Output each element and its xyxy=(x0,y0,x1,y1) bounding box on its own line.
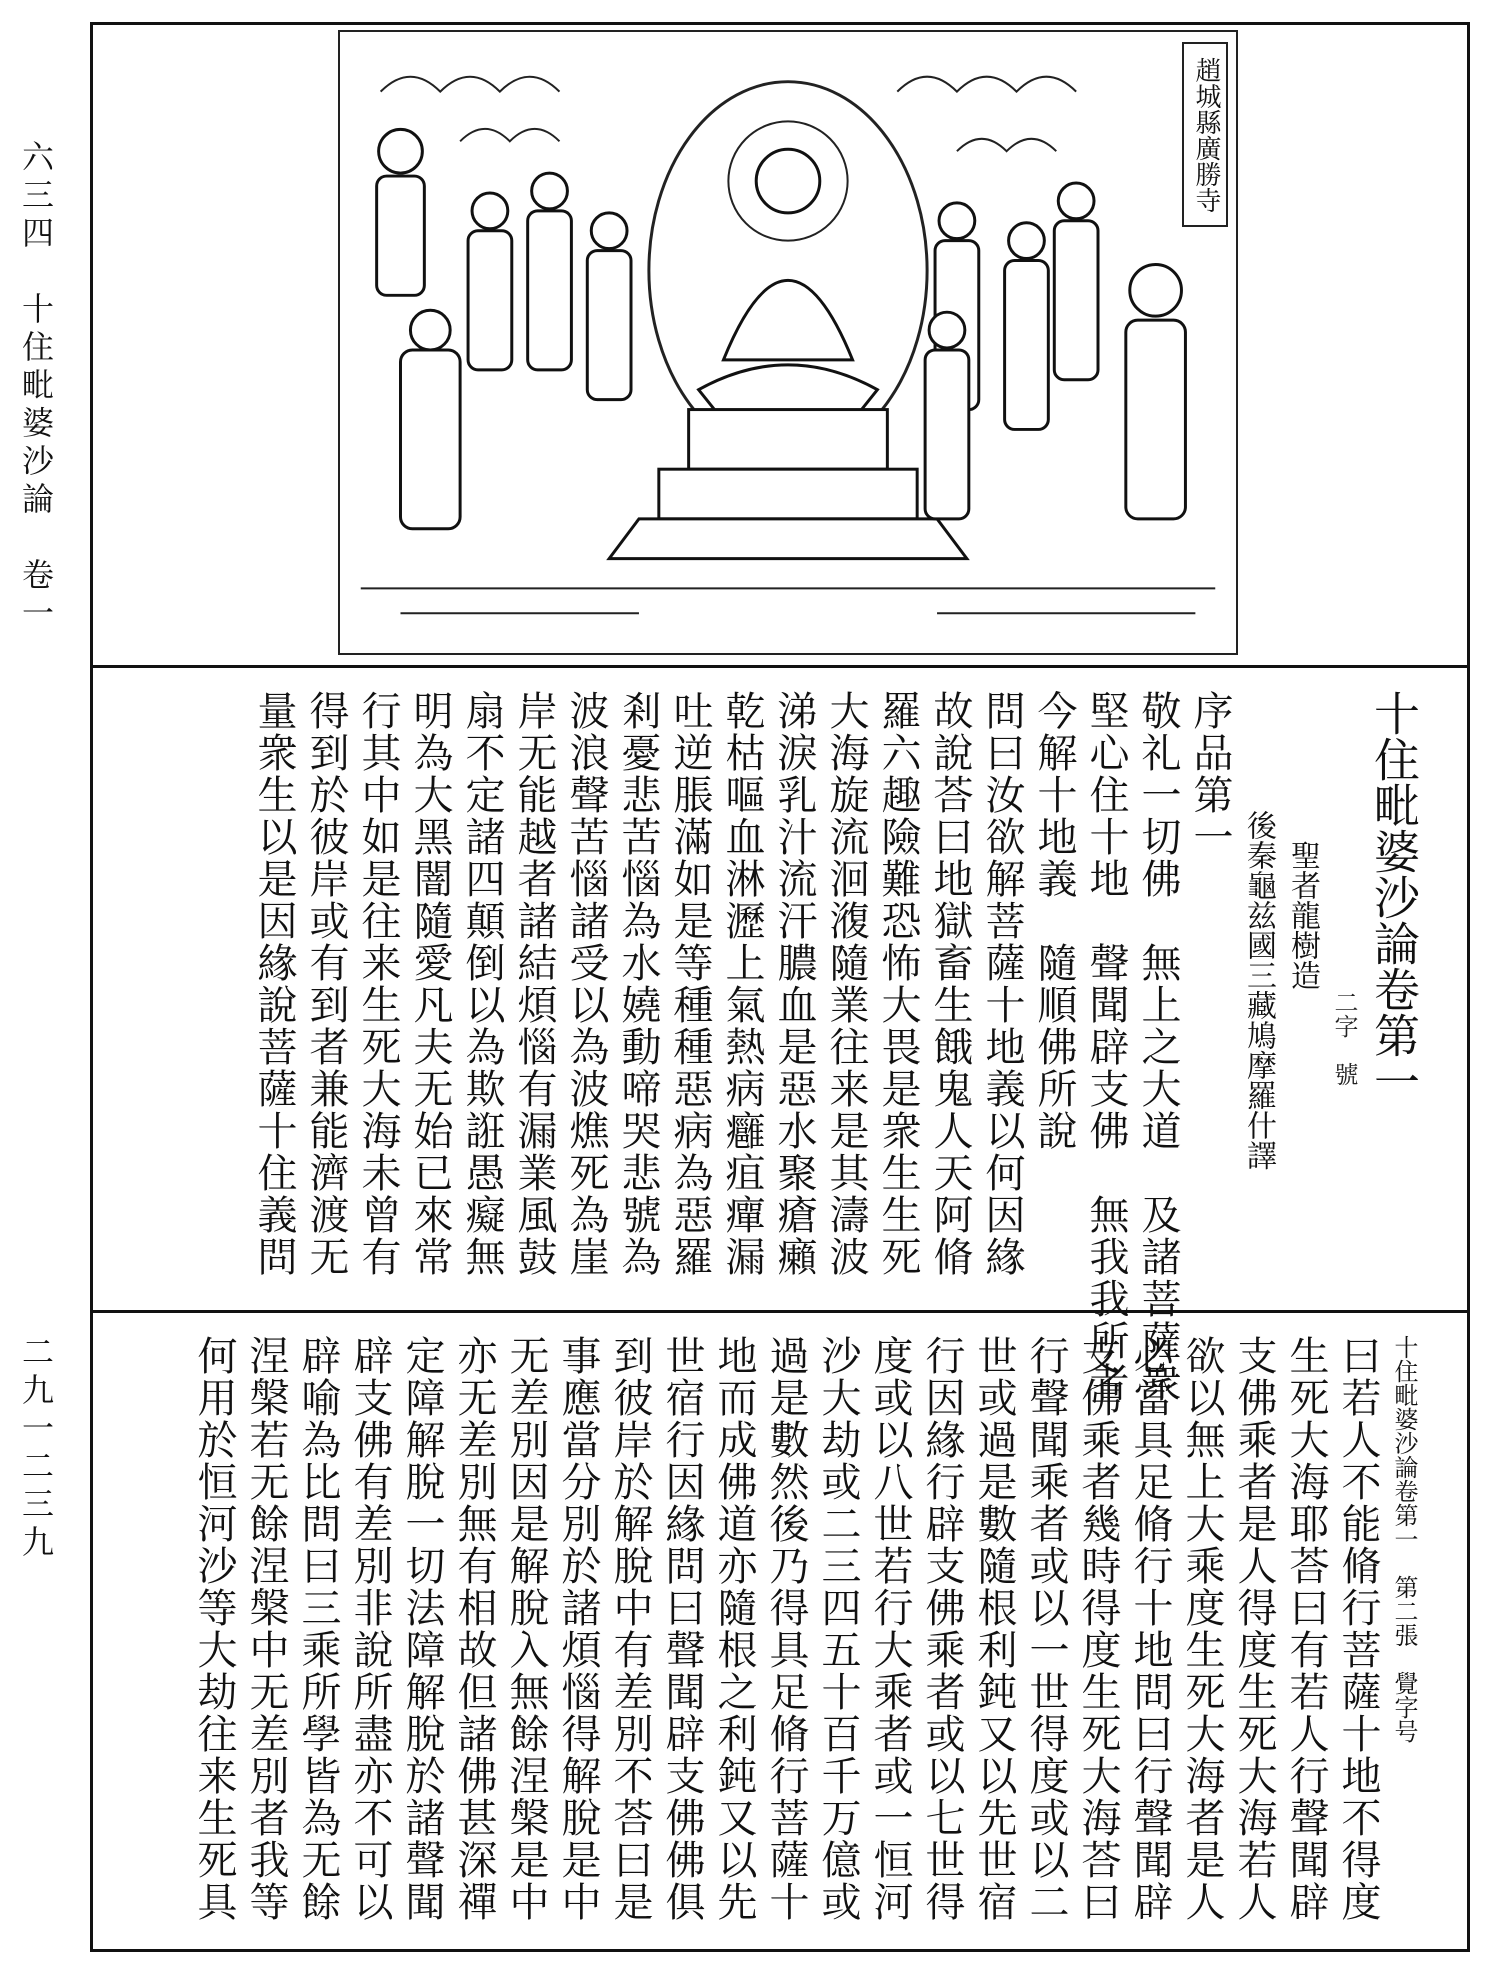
text-line: 支佛乘者是人得度生死大海若人 xyxy=(1231,1335,1277,1923)
text-line: 事應當分別於諸煩惱得解脫是中 xyxy=(555,1335,601,1923)
text-line: 過是數然後乃得具足脩行菩薩十 xyxy=(763,1335,809,1923)
text-line: 欲以無上大乘度生死大海者是人 xyxy=(1179,1335,1225,1923)
running-header: 十住毗婆沙論卷第一 第二張 覺字号 xyxy=(1390,1335,1418,1743)
text-line: 度或以八世若行大乘者或一恒河 xyxy=(867,1335,913,1923)
text-line: 羅六趣險難恐怖大畏是衆生生死 xyxy=(875,690,921,1278)
buddha-assembly-drawing xyxy=(340,32,1236,653)
text-line: 行其中如是往来生死大海未曾有 xyxy=(355,690,401,1278)
author-line: 聖者龍樹造 xyxy=(1285,840,1320,990)
text-line: 沙大劫或二三四五十百千万億或 xyxy=(815,1335,861,1923)
text-line: 亦无差別無有相故但諸佛甚深禪 xyxy=(451,1335,497,1923)
text-line: 波浪聲苦惱諸受以為波燋死為崖 xyxy=(563,690,609,1278)
text-line: 大海旋流洄澓隨業往来是其濤波 xyxy=(823,690,869,1278)
text-line: 得到於彼岸或有到者兼能濟渡无 xyxy=(303,690,349,1278)
margin-volume-label: 六三四 十住毗婆沙論 卷一 xyxy=(17,140,55,634)
text-line: 扇不定諸四顛倒以為欺誑愚癡無 xyxy=(459,690,505,1278)
scripture-title: 十住毗婆沙論卷第一 xyxy=(1367,690,1421,1104)
text-line: 故說荅曰地獄畜生餓鬼人天阿脩 xyxy=(927,690,973,1278)
text-line: 定障解脫一切法障解脫於諸聲聞 xyxy=(399,1335,445,1923)
illustration-cartouche: 趙城縣廣勝寺 xyxy=(1182,42,1228,227)
text-panel-lower xyxy=(191,1335,1424,1930)
text-line: 明為大黑闇隨愛凡夫无始已來常 xyxy=(407,690,453,1278)
divider-top xyxy=(90,665,1470,668)
text-line: 岸无能越者諸結煩惱有漏業風鼓 xyxy=(511,690,557,1278)
text-line: 剎憂悲苦惱為水嬈動啼哭悲號為 xyxy=(615,690,661,1278)
translator-line: 後秦龜兹國三藏鳩摩羅什譯 xyxy=(1241,810,1276,1170)
text-line: 到彼岸於解脫中有差別不荅曰是 xyxy=(607,1335,653,1923)
text-line: 辟支佛有差別非說所盡亦不可以 xyxy=(347,1335,393,1923)
text-line: 敬礼一切佛 無上之大道 及諸菩薩衆 xyxy=(1135,690,1181,1404)
text-line: 量衆生以是因緣說菩薩十住義問 xyxy=(251,690,297,1278)
text-line: 乾枯嘔血淋瀝上氣熱病癰疽癉漏 xyxy=(719,690,765,1278)
text-line: 涕淚乳汁流汗膿血是惡水聚瘡癩 xyxy=(771,690,817,1278)
edition-mark: 二字 號 xyxy=(1330,990,1358,1086)
text-line: 无差別因是解脫入無餘涅槃是中 xyxy=(503,1335,549,1923)
text-line: 曰若人不能脩行菩薩十地不得度 xyxy=(1335,1335,1381,1923)
text-line: 問曰汝欲解菩薩十地義以何因緣 xyxy=(979,690,1025,1278)
text-line: 支佛乘者幾時得度生死大海荅曰 xyxy=(1075,1335,1121,1923)
chapter-heading: 序品第一 xyxy=(1187,690,1233,858)
divider-bottom xyxy=(90,1310,1470,1313)
text-line: 今解十地義 隨順佛所說 xyxy=(1031,690,1077,1152)
text-line: 地而成佛道亦隨根之利鈍又以先 xyxy=(711,1335,757,1923)
text-line: 世宿行因緣問曰聲聞辟支佛佛俱 xyxy=(659,1335,705,1923)
margin-page-number: 二九一二三九 xyxy=(17,1335,55,1563)
text-panel-upper xyxy=(194,690,1424,1404)
text-line: 辟喻為比問曰三乘所學皆為无餘 xyxy=(295,1335,341,1923)
text-line: 何用於恒河沙等大劫往来生死具 xyxy=(191,1335,237,1923)
text-line: 必當具足脩行十地問曰行聲聞辟 xyxy=(1127,1335,1173,1923)
text-line: 行聲聞乘者或以一世得度或以二 xyxy=(1023,1335,1069,1923)
frontispiece-illustration xyxy=(338,30,1238,655)
text-line: 涅槃若无餘涅槃中无差別者我等 xyxy=(243,1335,289,1923)
text-line: 堅心住十地 聲聞辟支佛 無我我所者 xyxy=(1083,690,1129,1404)
text-line: 世或過是數隨根利鈍又以先世宿 xyxy=(971,1335,1017,1923)
text-line: 行因緣行辟支佛乘者或以七世得 xyxy=(919,1335,965,1923)
text-line: 吐逆脹滿如是等種種惡病為惡羅 xyxy=(667,690,713,1278)
text-line: 生死大海耶荅曰有若人行聲聞辟 xyxy=(1283,1335,1329,1923)
